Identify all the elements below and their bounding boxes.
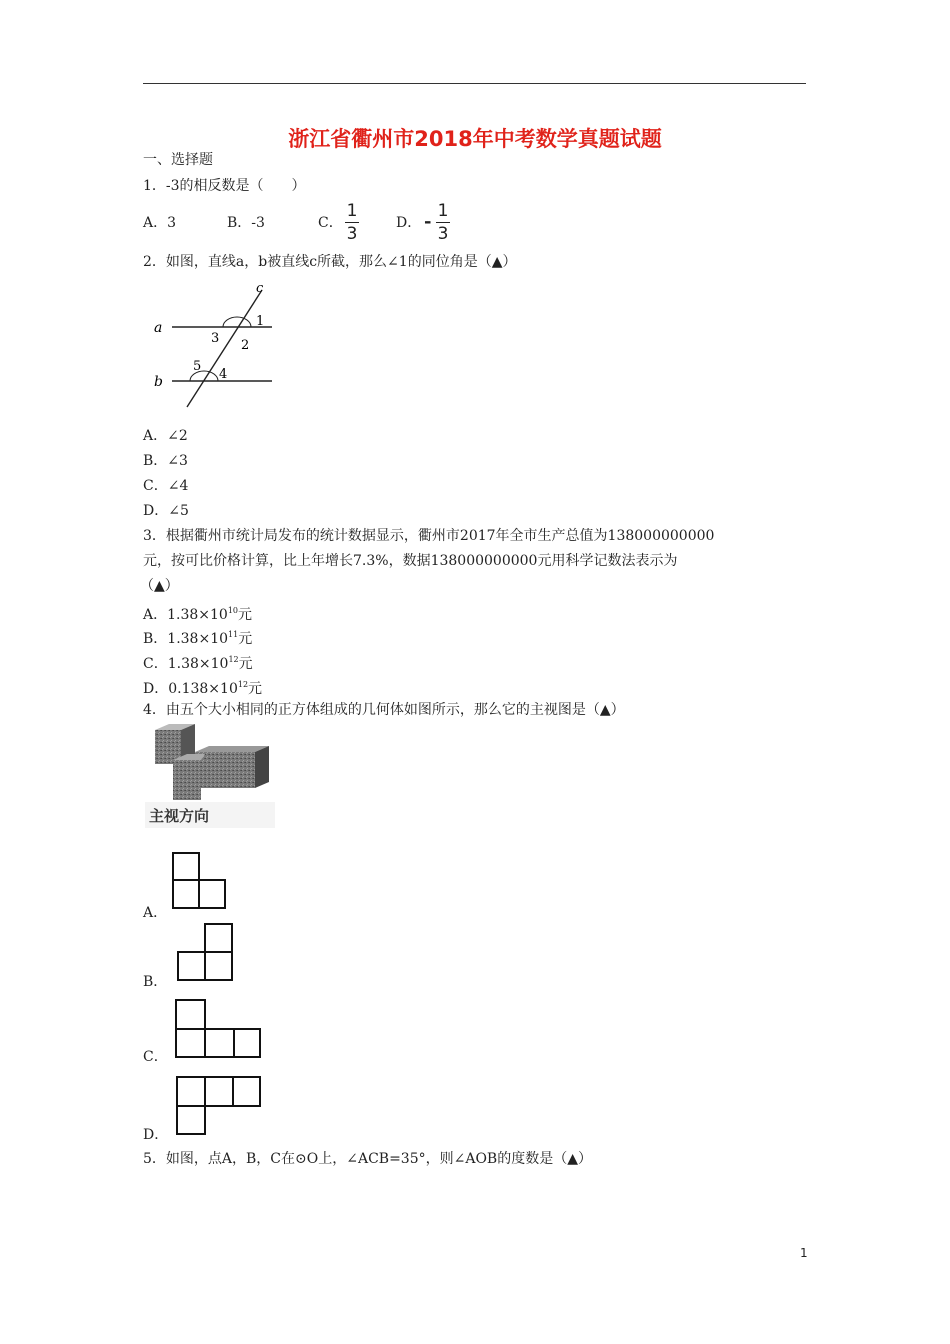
option-text: C．1.38×10 bbox=[143, 656, 229, 672]
square bbox=[176, 1000, 205, 1029]
fraction-bar bbox=[436, 222, 450, 223]
q2-option-b: B．∠3 bbox=[143, 453, 188, 469]
q1-option-c: C． bbox=[318, 215, 343, 231]
q3-option-d bbox=[143, 676, 262, 698]
q4-option-c-label: C． bbox=[143, 1049, 168, 1065]
exponent: 12 bbox=[237, 680, 249, 689]
square bbox=[177, 1106, 205, 1134]
option-text: B．1.38×10 bbox=[143, 631, 229, 647]
q1-c-numerator: 1 bbox=[346, 201, 358, 221]
square bbox=[173, 880, 199, 908]
q1-c-denominator: 3 bbox=[346, 224, 358, 244]
q1-d-minus: - bbox=[424, 211, 432, 232]
page-number: 1 bbox=[800, 1246, 808, 1260]
cube-right-row bbox=[195, 752, 255, 788]
square bbox=[176, 1029, 205, 1057]
q2-option-a: A．∠2 bbox=[143, 428, 188, 444]
q4-option-a-figure bbox=[170, 850, 230, 912]
label-a: a bbox=[154, 320, 163, 336]
option-text: D．0.138×10 bbox=[143, 681, 238, 697]
label-c: c bbox=[256, 281, 264, 296]
q4-option-a-label: A． bbox=[143, 905, 168, 921]
label-1: 1 bbox=[256, 314, 265, 329]
fraction-bar bbox=[345, 222, 359, 223]
q5-stem: 5．如图，点A，B，C在⊙O上，∠ACB=35°，则∠AOB的度数是（▲） bbox=[143, 1151, 592, 1167]
q3-line-2: 元，按可比价格计算，比上年增长7.3%，数据138000000000元用科学记数法表示为 bbox=[143, 553, 678, 569]
square bbox=[205, 1077, 233, 1106]
square bbox=[173, 853, 199, 880]
square bbox=[177, 1077, 205, 1106]
label-2: 2 bbox=[241, 338, 250, 353]
label-3: 3 bbox=[211, 331, 220, 346]
label-b: b bbox=[154, 374, 163, 390]
exponent: 11 bbox=[228, 630, 239, 639]
unit: 元 bbox=[238, 631, 253, 647]
q3-option-a bbox=[143, 602, 252, 624]
unit: 元 bbox=[238, 607, 253, 623]
q2-option-c: C．∠4 bbox=[143, 478, 189, 494]
option-text: A．1.38×10 bbox=[143, 607, 228, 623]
q4-option-c-figure bbox=[172, 997, 264, 1059]
q4-cube-photo bbox=[145, 722, 275, 828]
cube-front bbox=[173, 760, 201, 800]
q4-option-d-figure bbox=[174, 1074, 264, 1136]
unit: 元 bbox=[238, 656, 253, 672]
photo-caption: 主视方向 bbox=[149, 807, 210, 825]
q4-option-d-label: D． bbox=[143, 1127, 169, 1143]
q1-option-d: D． bbox=[396, 215, 422, 231]
square bbox=[178, 952, 205, 980]
q2-stem: 2．如图，直线a，b被直线c所截，那么∠1的同位角是（▲） bbox=[143, 254, 517, 270]
q1-d-denominator: 3 bbox=[437, 224, 449, 244]
q2-figure bbox=[150, 280, 272, 410]
q1-d-numerator: 1 bbox=[437, 201, 449, 221]
square bbox=[205, 952, 232, 980]
header-rule bbox=[143, 83, 806, 84]
q4-stem: 4．由五个大小相同的正方体组成的几何体如图所示，那么它的主视图是（▲） bbox=[143, 702, 625, 718]
square bbox=[205, 924, 232, 952]
unit: 元 bbox=[248, 681, 263, 697]
label-5: 5 bbox=[193, 359, 202, 374]
q1-stem: 1．-3的相反数是（ ） bbox=[143, 178, 306, 194]
q1-option-a: A．3 bbox=[143, 215, 177, 231]
q4-option-b-figure bbox=[175, 921, 237, 983]
q3-line-1: 3．根据衢州市统计局发布的统计数据显示，衢州市2017年全市生产总值为138000000000 bbox=[143, 528, 715, 544]
q1-option-b: B．-3 bbox=[227, 215, 265, 231]
q4-option-b-label: B． bbox=[143, 974, 168, 990]
q2-option-d: D．∠5 bbox=[143, 503, 189, 519]
q1-fraction-d bbox=[436, 202, 450, 243]
exponent: 12 bbox=[228, 655, 239, 664]
label-4: 4 bbox=[219, 367, 228, 382]
q3-option-b bbox=[143, 626, 252, 648]
square bbox=[233, 1077, 260, 1106]
line-c bbox=[187, 290, 265, 407]
exponent: 10 bbox=[227, 606, 239, 615]
square bbox=[199, 880, 225, 908]
q1-fraction-c bbox=[345, 202, 359, 243]
square bbox=[234, 1029, 260, 1057]
angle-arc bbox=[223, 317, 251, 327]
q3-line-3: （▲） bbox=[140, 578, 179, 594]
cube-row-side bbox=[255, 746, 269, 788]
page-title: 浙江省衢州市2018年中考数学真题试题 bbox=[288, 127, 662, 151]
square bbox=[205, 1029, 234, 1057]
q3-option-c bbox=[143, 651, 253, 673]
section-heading: 一、选择题 bbox=[143, 152, 213, 168]
